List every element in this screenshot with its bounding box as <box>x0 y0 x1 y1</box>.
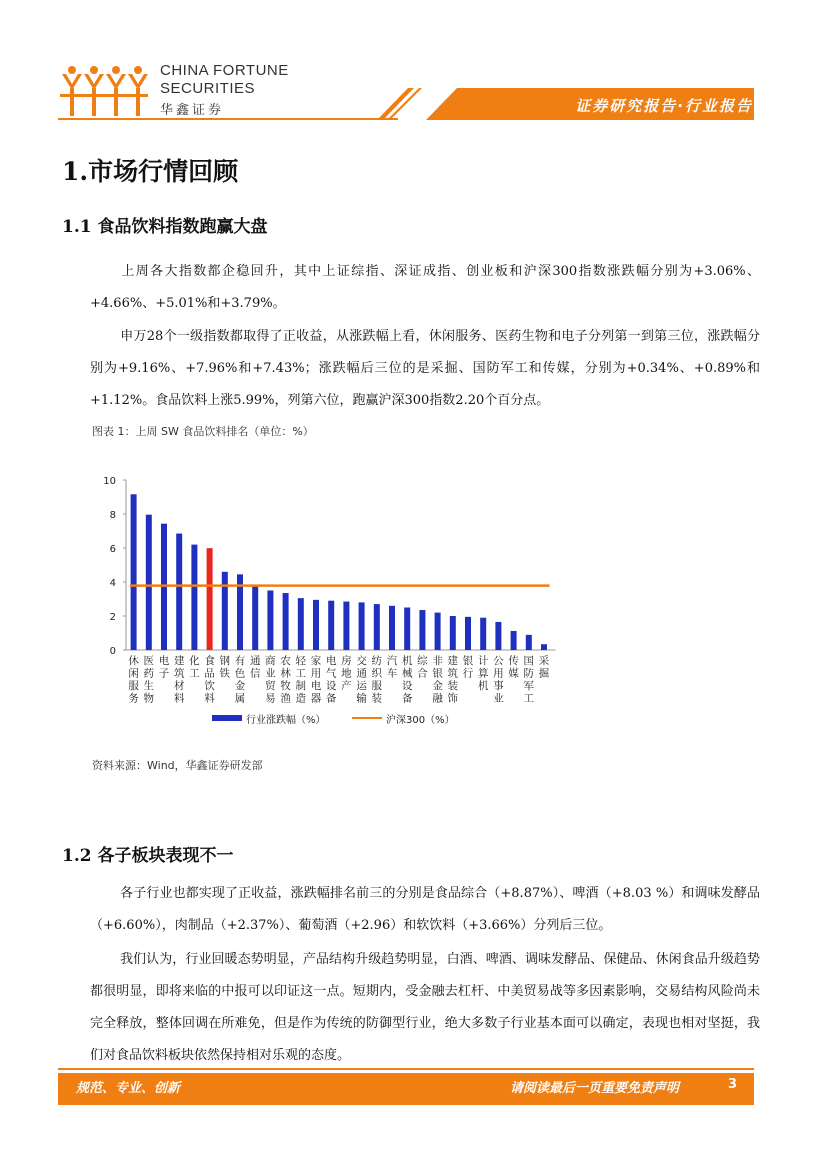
bar <box>435 613 441 650</box>
x-tick-label: 非银金融 <box>432 655 443 705</box>
x-tick-label: 综合 <box>417 655 428 680</box>
x-tick-label: 通信 <box>249 655 261 680</box>
x-tick-label: 化工 <box>189 655 200 680</box>
x-tick-label: 银行 <box>462 655 474 680</box>
y-tick-label: 10 <box>103 476 116 487</box>
y-tick-label: 2 <box>109 612 116 623</box>
bar-chart <box>90 470 570 740</box>
bar <box>313 600 319 650</box>
footer-disclaimer-note: 请阅读最后一页重要免责声明 <box>510 1081 680 1096</box>
bar <box>298 598 304 650</box>
bar <box>283 593 289 650</box>
x-tick-label: 商业贸易 <box>265 655 276 705</box>
legend-swatch-bar <box>212 715 242 721</box>
paragraph <box>90 944 760 1072</box>
y-tick-label: 6 <box>109 544 116 555</box>
bar <box>267 591 273 651</box>
bar <box>328 601 334 650</box>
brand-name-en-line1: CHINA FORTUNE <box>160 62 289 79</box>
bar <box>146 515 152 650</box>
x-tick-label: 休闲服务 <box>128 655 139 705</box>
x-tick-label: 机械设备 <box>401 655 413 705</box>
y-tick-label: 8 <box>109 510 116 521</box>
paragraph-text: 申万28个一级指数都取得了正收益，从涨跌幅上看，休闲服务、医药生物和电子分列第一到第三位，涨跌幅分别为+9.16%、+7.96%和+7.43%；涨跌幅后三位的是采掘、国防军工和传媒，分别为+0.34%、+0.89%和+1.12%。食品饮料上涨5.99%，列第六位，跑赢沪深300指数2.20个百分点。 <box>90 329 760 408</box>
x-tick-label: 家用电器 <box>310 655 322 705</box>
x-tick-label: 有色金属 <box>234 655 246 705</box>
bar <box>495 622 501 650</box>
legend-label: 沪深300（%） <box>386 715 455 726</box>
x-tick-label: 采掘 <box>538 655 550 680</box>
x-tick-label: 医药生物 <box>143 655 155 705</box>
x-tick-label: 汽车 <box>386 655 398 680</box>
bar <box>465 617 471 650</box>
x-tick-label: 轻工制造 <box>295 655 307 705</box>
bar <box>252 585 258 650</box>
y-tick-label: 4 <box>109 578 116 589</box>
bar <box>389 606 395 650</box>
bar <box>450 616 456 650</box>
x-tick-label: 公用事业 <box>493 655 504 705</box>
x-tick-label: 电气设备 <box>325 655 337 705</box>
legend-label: 行业涨跌幅（%） <box>246 715 326 726</box>
subsection-title-1-1: 1.1 食品饮料指数跑赢大盘 <box>62 217 268 237</box>
bar <box>207 548 213 650</box>
footer-slogan: 规范、专业、创新 <box>76 1081 181 1096</box>
x-tick-label: 电子 <box>158 655 170 680</box>
bar <box>526 635 532 650</box>
brand-name-cn: 华鑫证券 <box>160 103 225 118</box>
brand-name-en-line2: SECURITIES <box>160 80 256 97</box>
bar <box>191 545 197 650</box>
bar <box>541 644 547 650</box>
x-tick-label: 国防军工 <box>523 655 535 705</box>
x-tick-label: 食品饮料 <box>204 655 215 705</box>
y-tick-label: 0 <box>109 646 116 657</box>
x-tick-label: 钢铁 <box>219 655 231 680</box>
figure-source: 资料来源：Wind，华鑫证券研发部 <box>92 759 263 772</box>
figure-caption: 图表 1：上周 SW 食品饮料排名（单位：%） <box>92 425 314 438</box>
x-tick-label: 房地产 <box>341 655 352 692</box>
page-number: 3 <box>728 1077 738 1092</box>
bar <box>419 610 425 650</box>
paragraph <box>90 321 760 417</box>
paragraph-text: 我们认为，行业回暖态势明显，产品结构升级趋势明显，白酒、啤酒、调味发酵品、保健品、休闲食品升级趋势都很明显，即将来临的中报可以印证这一点。短期内，受金融去杠杆、中美贸易战等多因素影响，交易结构风险尚未完全释放，整体回调在所难免，但是作为传统的防御型行业，绝大多数子行业基本面可以确定，表现也相对坚挺，我们对食品饮料板块依然保持相对乐观的态度。 <box>90 952 760 1063</box>
x-tick-label: 建筑材料 <box>173 655 185 705</box>
paragraph <box>90 256 760 320</box>
x-tick-label: 交通运输 <box>356 655 367 705</box>
x-tick-label: 农林牧渔 <box>280 655 291 705</box>
bar <box>480 618 486 650</box>
report-type-title: 证券研究报告·行业报告 <box>575 97 753 115</box>
bar <box>511 631 517 650</box>
paragraph-text: 上周各大指数都企稳回升，其中上证综指、深证成指、创业板和沪深300指数涨跌幅分别为+3.06%、+4.66%、+5.01%和+3.79%。 <box>90 264 760 311</box>
x-tick-label: 计算机 <box>477 655 489 692</box>
bar <box>222 572 228 650</box>
x-tick-label: 建筑装饰 <box>447 655 459 705</box>
bar <box>161 524 167 650</box>
paragraph <box>90 878 760 942</box>
subsection-title-1-2: 1.2 各子板块表现不一 <box>62 846 234 866</box>
bar <box>404 608 410 651</box>
bar <box>131 494 137 650</box>
bar <box>359 602 365 650</box>
x-tick-label: 传媒 <box>508 655 519 680</box>
x-tick-label: 纺织服装 <box>371 655 383 705</box>
section-title: 1.市场行情回顾 <box>62 157 239 186</box>
bar <box>176 534 182 650</box>
bar <box>374 604 380 650</box>
bar <box>343 602 349 650</box>
paragraph-text: 各子行业也都实现了正收益，涨跌幅排名前三的分别是食品综合（+8.87%）、啤酒（+8.03 %）和调味发酵品（+6.60%），肉制品（+2.37%）、葡萄酒（+2.96）和软饮料（+3.66%）分列后三位。 <box>90 886 760 933</box>
